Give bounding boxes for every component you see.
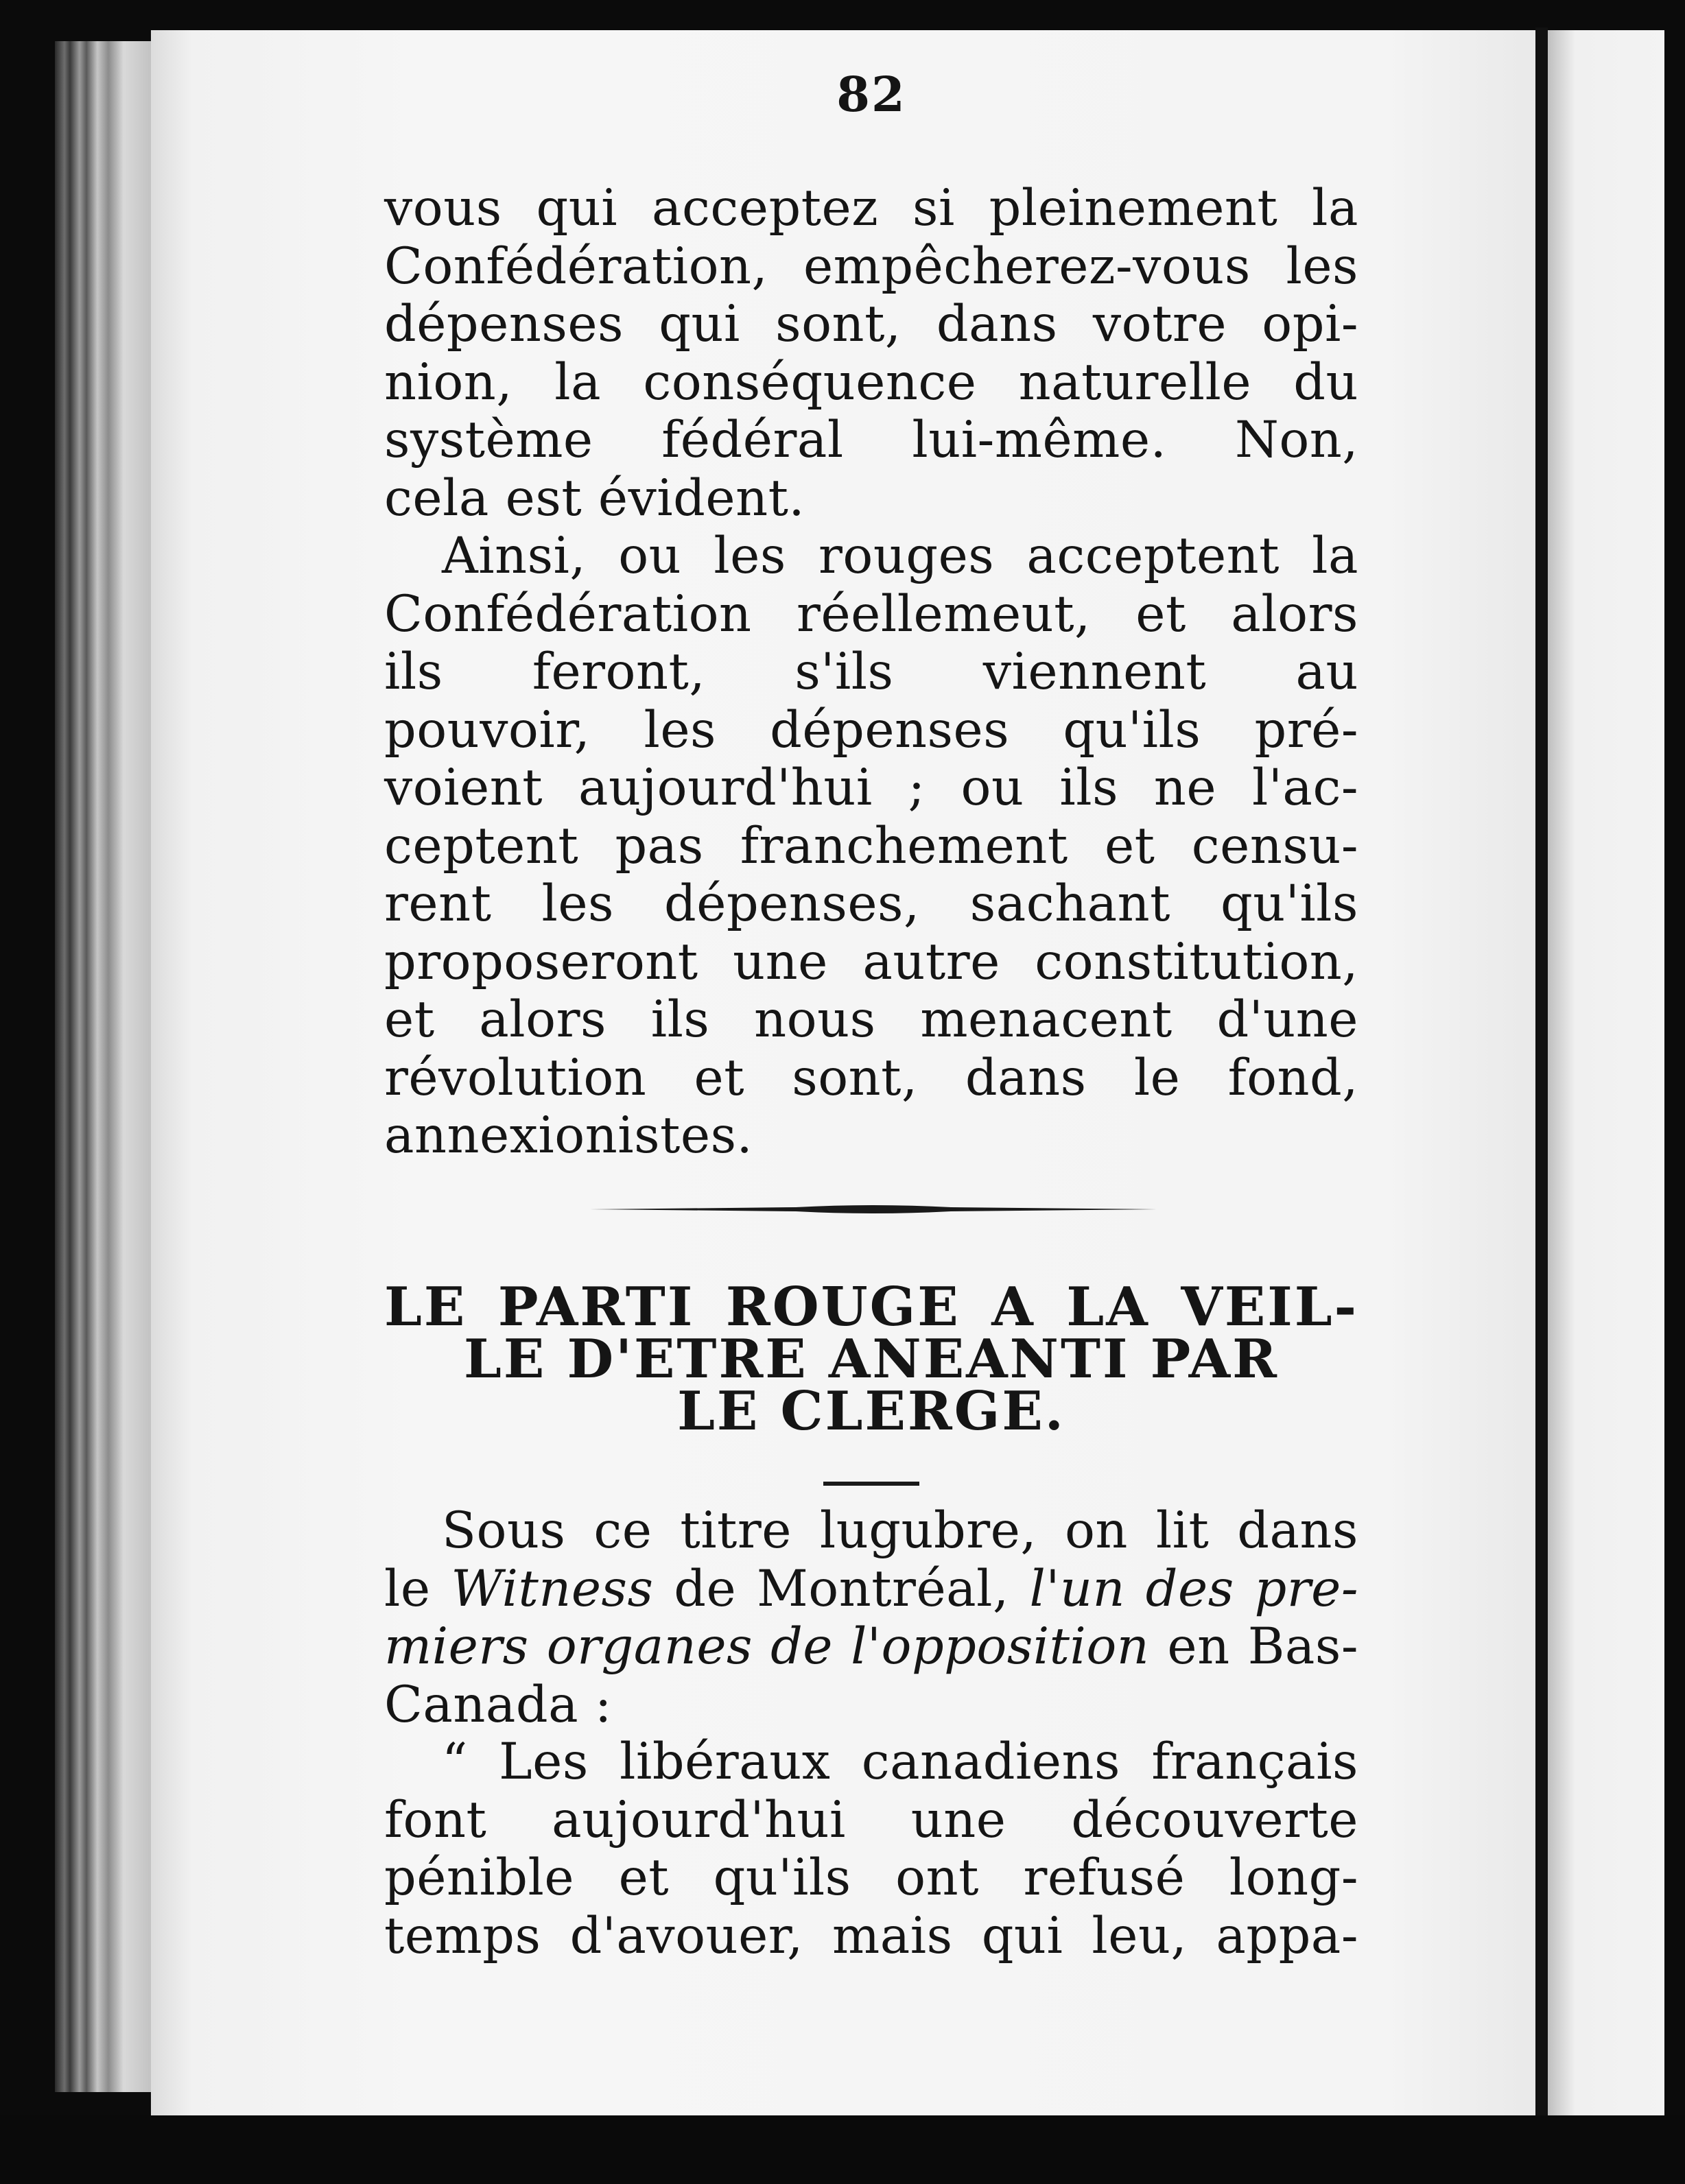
text-line: cela est évident.	[384, 468, 805, 527]
page-number: 82	[836, 66, 906, 123]
text-line: révolution et sont, dans le fond,	[384, 1048, 1358, 1107]
text-line: Sous ce titre lugubre, on lit dans	[442, 1502, 1358, 1560]
text-line	[384, 1560, 1358, 1619]
heading-line: LE PARTI ROUGE A LA VEIL-	[384, 1276, 1358, 1338]
facing-page-edge	[1548, 30, 1664, 2115]
text-line	[384, 1618, 1358, 1676]
text-line: nion, la conséquence naturelle du	[384, 353, 1358, 412]
scan-bottom-border	[0, 2115, 1685, 2184]
text-run-italic: miers organes de l'opposition	[384, 1617, 1150, 1676]
text-line: voient aujourd'hui ; ou ils ne l'ac-	[384, 759, 1358, 817]
text-line: et alors ils nous menacent d'une	[384, 990, 1358, 1049]
text-line: système fédéral lui-même. Non,	[384, 411, 1358, 469]
text-line: pouvoir, les dépenses qu'ils pré-	[384, 700, 1358, 759]
text-line: proposeront une autre constitution,	[384, 932, 1358, 991]
paragraph-2	[384, 527, 1358, 1165]
text-line: font aujourd'hui une découverte	[384, 1790, 1358, 1849]
text-run-italic: l'un des pre-	[1029, 1559, 1359, 1618]
text-line: ceptent pas franchement et censu-	[384, 816, 1358, 875]
text-line: pénible et qu'ils ont refusé long-	[384, 1849, 1358, 1907]
heading-line: LE D'ETRE ANEANTI PAR	[464, 1328, 1279, 1390]
text-line: rent les dépenses, sachant qu'ils	[384, 875, 1358, 933]
page-block-edge	[55, 41, 158, 2092]
text-line: temps d'avouer, mais qui leu, appa-	[384, 1906, 1358, 1965]
section-heading	[384, 1276, 1358, 1443]
section-divider-ornament	[590, 1203, 1157, 1215]
heading-line: LE CLERGE.	[677, 1380, 1065, 1443]
heading-underline-rule	[823, 1482, 919, 1486]
text-line: Confédération réellemeut, et alors	[384, 584, 1358, 643]
paragraph-1	[384, 180, 1358, 527]
text-line: “ Les libéraux canadiens français	[442, 1733, 1358, 1791]
text-run: de Montréal,	[653, 1559, 1030, 1618]
text-line: vous qui acceptez si pleinement la	[384, 179, 1358, 237]
text-line: Canada :	[384, 1675, 612, 1734]
text-line: annexionistes.	[384, 1106, 753, 1165]
gutter-shadow	[1535, 27, 1548, 2120]
paragraph-3	[384, 1502, 1358, 1734]
paragraph-4-quote	[384, 1733, 1358, 1965]
text-line: ils feront, s'ils viennent au	[384, 643, 1358, 701]
text-line: dépenses qui sont, dans votre opi-	[384, 295, 1358, 353]
newspaper-title: Witness	[451, 1559, 654, 1618]
text-run: en Bas-	[1149, 1617, 1359, 1676]
text-line: Confédération, empêcherez-vous les	[384, 237, 1358, 296]
text-run: le	[384, 1559, 451, 1618]
text-line: Ainsi, ou les rouges acceptent la	[442, 527, 1358, 585]
